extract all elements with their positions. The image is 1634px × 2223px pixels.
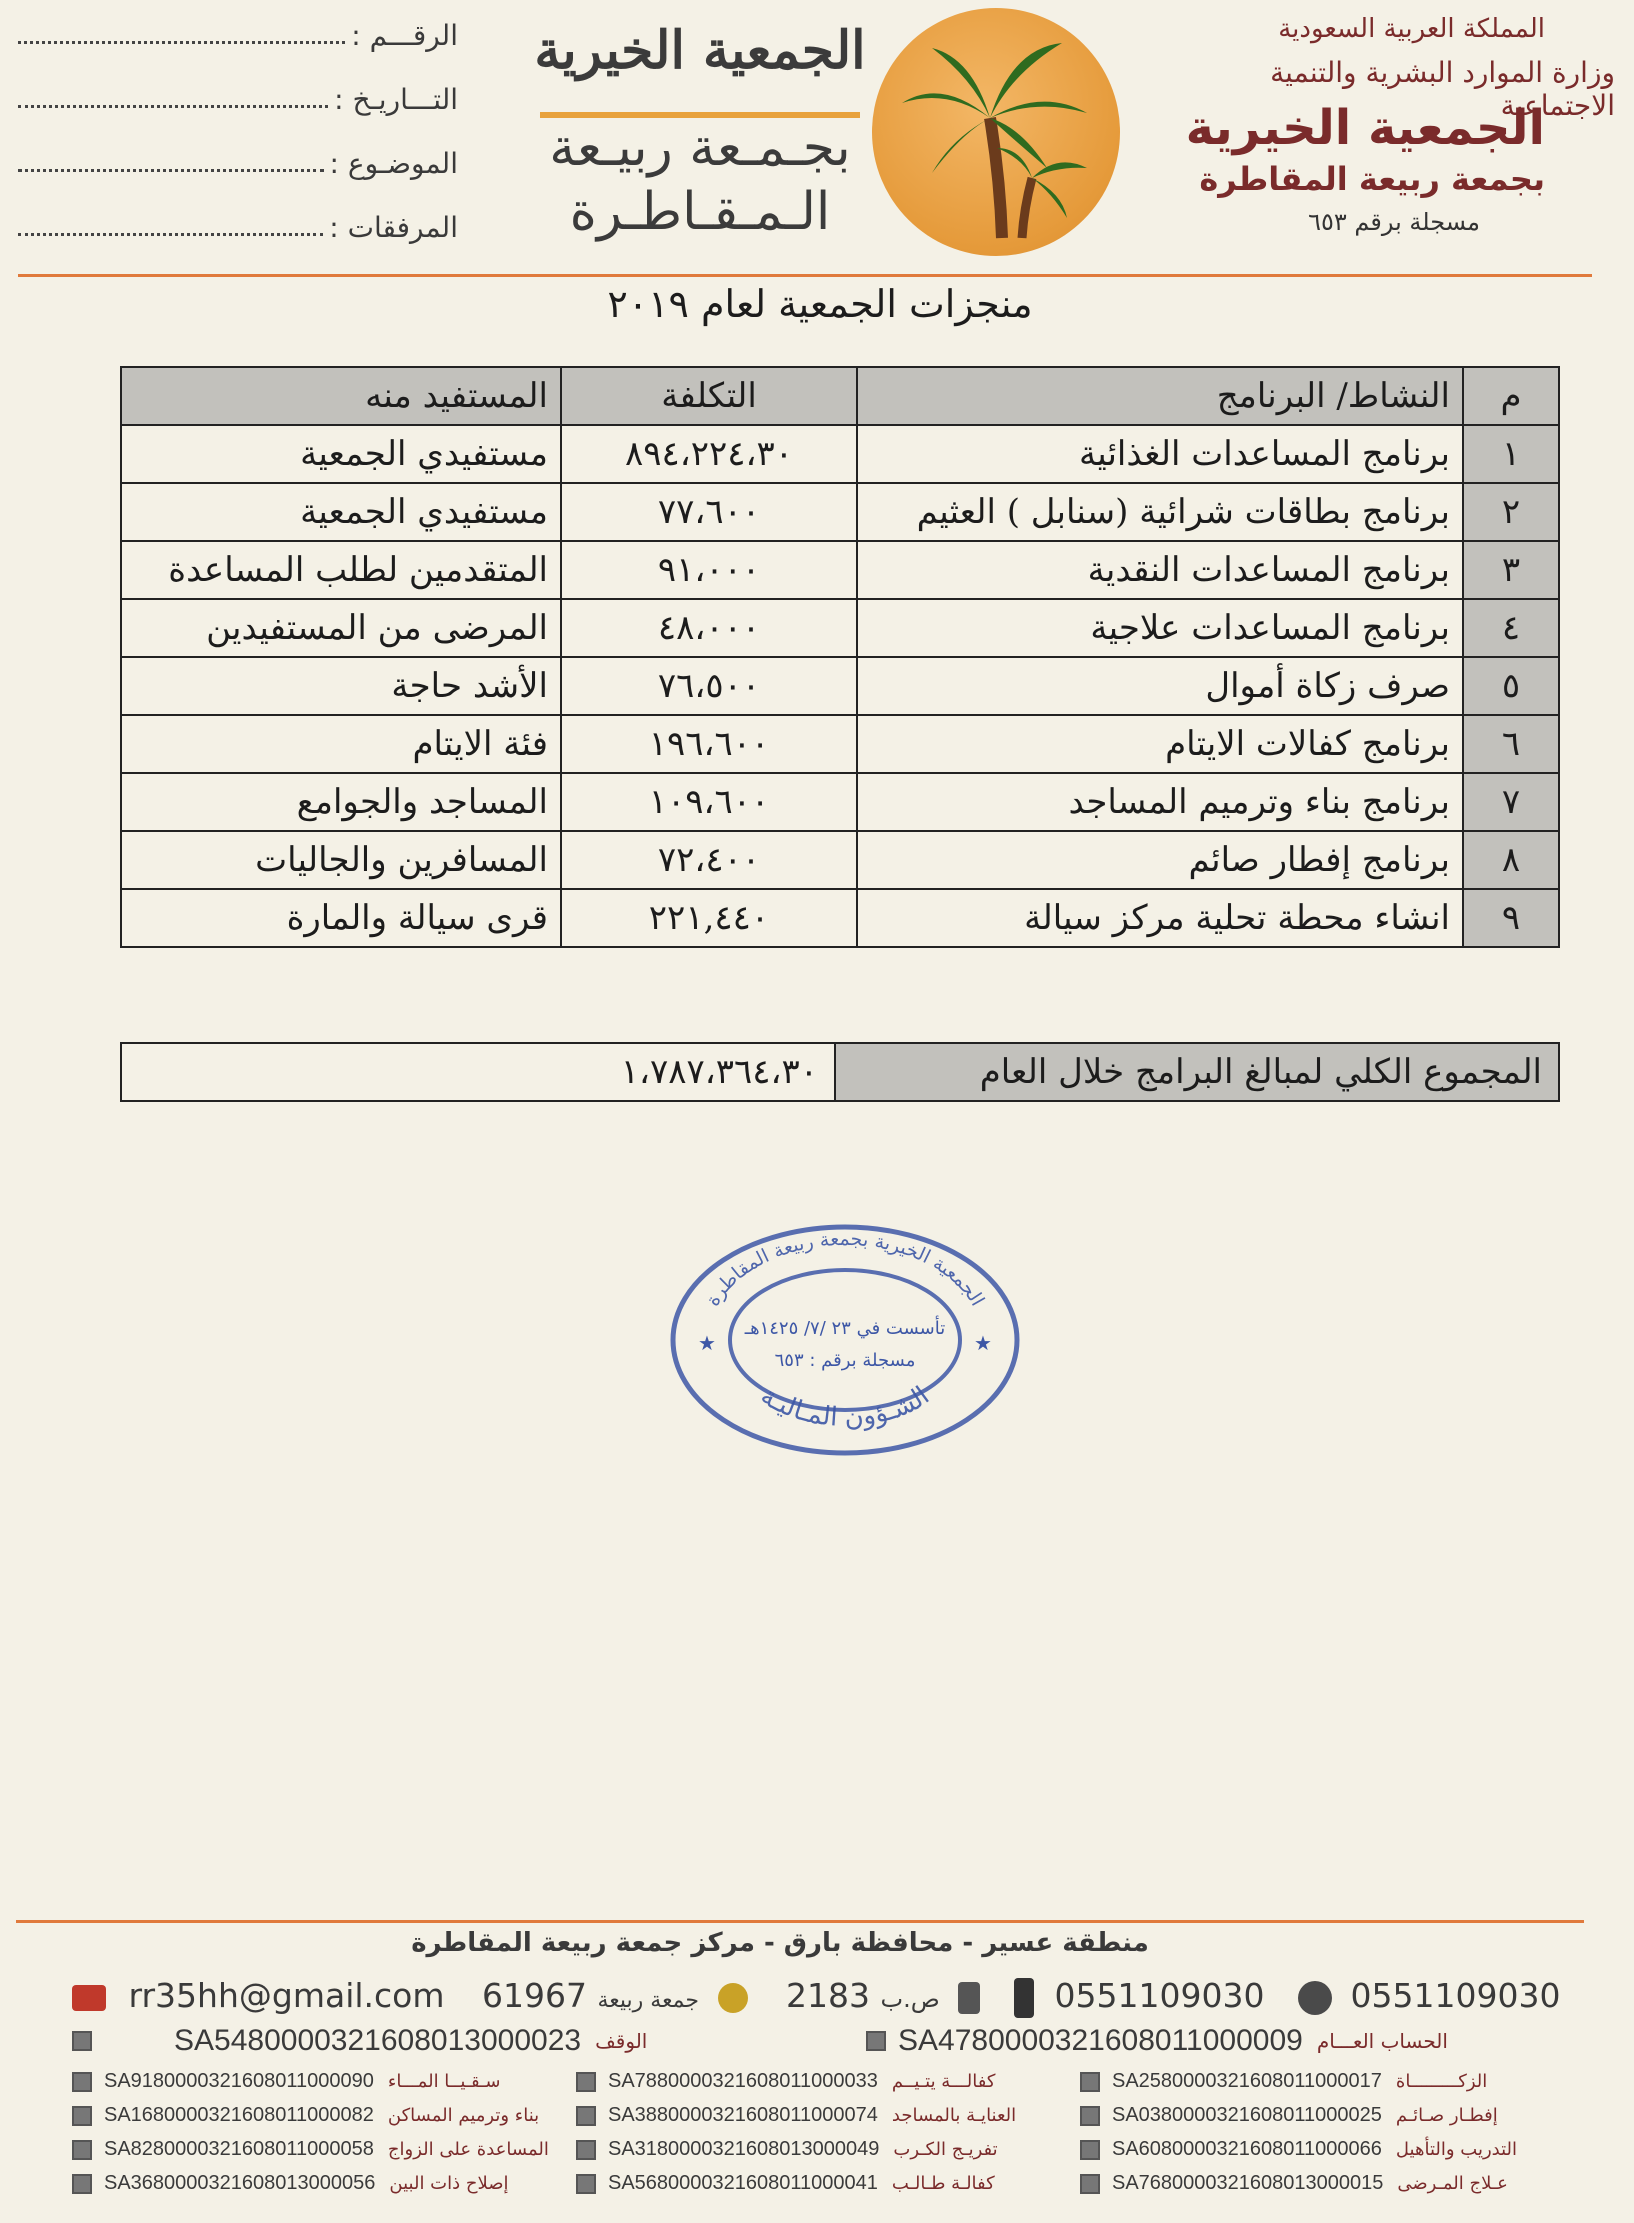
table-row <box>121 541 1559 599</box>
ref-number-line <box>18 41 345 44</box>
row-num: ٦ <box>1463 715 1559 773</box>
postal-label: جمعة ربيعة <box>597 1988 699 2013</box>
header-divider <box>18 274 1592 277</box>
row-num: ٩ <box>1463 889 1559 947</box>
ministry-org-line2: بجمعة ربيعة المقاطرة <box>1199 160 1545 198</box>
account-name: إصلاح ذات البين <box>389 2173 509 2194</box>
account-iban: SA7880000321608011000033 <box>608 2070 878 2092</box>
bank-icon <box>72 2031 92 2051</box>
row-num: ٨ <box>1463 831 1559 889</box>
palm-tree-icon <box>872 8 1120 256</box>
table-row <box>121 483 1559 541</box>
account-iban: SA3180000321608013000049 <box>608 2138 880 2160</box>
account-name: العنايـة بالمساجد <box>891 2105 1017 2126</box>
email-text: rr35hh@gmail.com <box>128 1976 445 2015</box>
account-name: كفالـــة يتـيــم <box>891 2071 996 2092</box>
stamp-registration: مسجلة برقم : ٦٥٣ <box>774 1350 916 1371</box>
account-iban: SA2580000321608011000017 <box>1112 2070 1382 2092</box>
account-waqf <box>72 2024 647 2058</box>
footer-divider <box>16 1920 1584 1923</box>
row-beneficiary: مستفيدي الجمعية <box>121 425 561 483</box>
row-num: ١ <box>1463 425 1559 483</box>
bank-icon <box>1080 2072 1100 2092</box>
account-iban: SA0380000321608011000025 <box>1112 2104 1382 2126</box>
email-contact <box>72 1976 445 2015</box>
ref-number-field <box>18 12 458 52</box>
row-cost: ١٩٦،٦٠٠ <box>561 715 857 773</box>
org-name-line1: الجمعية الخيرية <box>534 20 866 81</box>
row-beneficiary: المتقدمين لطلب المساعدة <box>121 541 561 599</box>
org-name-line2: بجـمـعة ربيـعة <box>549 118 851 178</box>
account-item <box>1080 2104 1498 2127</box>
row-num: ٧ <box>1463 773 1559 831</box>
account-name: التدريب والتأهيل <box>1395 2139 1518 2160</box>
mail-icon <box>72 1985 106 2011</box>
account-iban: SA3680000321608013000056 <box>104 2172 376 2194</box>
subject-line <box>18 169 324 172</box>
account-general <box>866 2024 1448 2058</box>
bank-icon <box>866 2031 886 2051</box>
account-item <box>72 2104 539 2127</box>
row-cost: ٨٩٤،٢٢٤،٣٠ <box>561 425 857 483</box>
row-cost: ٤٨،٠٠٠ <box>561 599 857 657</box>
account-name: بناء وترميم المساكن <box>387 2105 540 2126</box>
row-activity: برنامج المساعدات علاجية <box>857 599 1463 657</box>
table-row <box>121 599 1559 657</box>
table-row <box>121 657 1559 715</box>
stamp-star-icon: ★ <box>698 1331 716 1355</box>
date-label: التـــاريـخ : <box>334 83 458 116</box>
account-item <box>576 2070 995 2093</box>
ministry-registration: مسجلة برقم ٦٥٣ <box>1308 208 1480 236</box>
ministry-country: المملكة العربية السعودية <box>1278 14 1545 44</box>
account-name: إفطـار صـائـم <box>1395 2105 1498 2126</box>
whatsapp-icon <box>1298 1981 1332 2015</box>
total-row <box>121 1043 1559 1101</box>
account-item <box>1080 2070 1487 2093</box>
bank-icon <box>576 2106 596 2126</box>
row-beneficiary: مستفيدي الجمعية <box>121 483 561 541</box>
stamp-founded: تأسست في ٢٣ /٧/ ١٤٢٥هـ <box>744 1318 946 1339</box>
charity-logo <box>872 8 1120 256</box>
account-name: الوقف <box>595 2029 648 2053</box>
row-cost: ٧٧،٦٠٠ <box>561 483 857 541</box>
svg-text:الشـؤون المـاليـة <box>755 1381 935 1433</box>
whatsapp-contact <box>1298 1976 1560 2015</box>
account-iban: SA3880000321608011000074 <box>608 2104 878 2126</box>
account-item <box>1080 2138 1517 2161</box>
date-field <box>18 76 458 116</box>
row-beneficiary: المسافرين والجاليات <box>121 831 561 889</box>
row-num: ٣ <box>1463 541 1559 599</box>
row-cost: ٧٢،٤٠٠ <box>561 831 857 889</box>
stamp-outer-text: الجمعية الخيرية بجمعة ربيعة المقاطرة <box>701 1227 989 1310</box>
table-row <box>121 831 1559 889</box>
account-name: تفريـج الكـرب <box>893 2139 998 2160</box>
mobile-phone-icon <box>1014 1978 1034 2018</box>
po-box-contact <box>786 1976 980 2015</box>
row-beneficiary: المرضى من المستفيدين <box>121 599 561 657</box>
bank-icon <box>576 2140 596 2160</box>
account-iban: SA6080000321608011000066 <box>1112 2138 1382 2160</box>
row-beneficiary: قرى سيالة والمارة <box>121 889 561 947</box>
total-table <box>120 1042 1560 1102</box>
table-row <box>121 425 1559 483</box>
bank-icon <box>72 2072 92 2092</box>
po-box-label: ص.ب <box>880 1985 940 2013</box>
total-label: المجموع الكلي لمبالغ البرامج خلال العام <box>835 1043 1559 1101</box>
total-value: ١،٧٨٧،٣٦٤،٣٠ <box>121 1043 835 1101</box>
col-header-activity: النشاط/ البرنامج <box>857 367 1463 425</box>
stamp-department: الشـؤون المـاليـة <box>755 1380 935 1434</box>
row-cost: ٧٦،٥٠٠ <box>561 657 857 715</box>
account-iban: SA8280000321608011000058 <box>104 2138 374 2160</box>
account-item <box>72 2070 501 2093</box>
subject-label: الموضـوع : <box>329 147 458 180</box>
row-activity: برنامج كفالات الايتام <box>857 715 1463 773</box>
row-num: ٥ <box>1463 657 1559 715</box>
ref-number-label: الرقـــم : <box>351 19 458 52</box>
account-name: عـلاج المـرضى <box>1397 2173 1508 2194</box>
account-iban: SA5680000321608011000041 <box>608 2172 878 2194</box>
account-item <box>576 2104 1016 2127</box>
account-iban: SA4780000321608011000009 <box>898 2024 1303 2057</box>
account-name: الزكـــــــــاة <box>1395 2071 1488 2092</box>
page-title: منجزات الجمعية لعام ٢٠١٩ <box>607 282 1033 326</box>
attachments-label: المرفقات : <box>329 211 458 244</box>
mailbox-icon <box>958 1982 980 2014</box>
row-activity: برنامج المساعدات الغذائية <box>857 425 1463 483</box>
account-item <box>72 2172 509 2195</box>
bank-icon <box>576 2174 596 2194</box>
account-iban: SA1680000321608011000082 <box>104 2104 374 2126</box>
row-cost: ٢٢١,٤٤٠ <box>561 889 857 947</box>
attachments-line <box>18 233 323 236</box>
attachments-field <box>18 204 458 244</box>
location-icon <box>718 1983 748 2013</box>
phone-number: 0551109030 <box>1054 1976 1265 2015</box>
phone-contact <box>1014 1976 1264 2018</box>
table-row <box>121 889 1559 947</box>
account-item <box>1080 2172 1508 2195</box>
table-row <box>121 715 1559 773</box>
col-header-cost: التكلفة <box>561 367 857 425</box>
account-item <box>72 2138 549 2161</box>
row-activity: برنامج إفطار صائم <box>857 831 1463 889</box>
stamp-star-icon: ★ <box>974 1331 992 1355</box>
programs-table <box>120 366 1560 948</box>
row-num: ٤ <box>1463 599 1559 657</box>
postal-code: 61967 <box>482 1976 587 2015</box>
account-iban: SA5480000321608013000023 <box>174 2024 582 2057</box>
account-iban: SA9180000321608011000090 <box>104 2070 374 2092</box>
bank-icon <box>1080 2106 1100 2126</box>
account-item <box>576 2138 998 2161</box>
row-cost: ٩١،٠٠٠ <box>561 541 857 599</box>
ministry-name: وزارة الموارد البشرية والتنمية الاجتماعية <box>1270 56 1615 122</box>
po-box-number: 2183 <box>786 1976 870 2015</box>
account-iban: SA7680000321608013000015 <box>1112 2172 1384 2194</box>
row-activity: انشاء محطة تحلية مركز سيالة <box>857 889 1463 947</box>
row-num: ٢ <box>1463 483 1559 541</box>
date-line <box>18 105 328 108</box>
row-beneficiary: الأشد حاجة <box>121 657 561 715</box>
bank-icon <box>72 2140 92 2160</box>
account-item <box>576 2172 995 2195</box>
table-row <box>121 773 1559 831</box>
row-activity: برنامج بناء وترميم المساجد <box>857 773 1463 831</box>
bank-icon <box>1080 2140 1100 2160</box>
account-name: الحساب العـــام <box>1316 2029 1448 2053</box>
row-beneficiary: المساجد والجوامع <box>121 773 561 831</box>
row-activity: صرف زكاة أموال <box>857 657 1463 715</box>
bank-icon <box>72 2106 92 2126</box>
col-header-num: م <box>1463 367 1559 425</box>
account-name: كفالـة طـالـب <box>891 2173 995 2194</box>
postal-contact <box>482 1976 748 2015</box>
table-header-row <box>121 367 1559 425</box>
subject-field <box>18 140 458 180</box>
bank-icon <box>1080 2174 1100 2194</box>
account-name: المساعدة على الزواج <box>387 2139 549 2160</box>
footer-address: منطقة عسير - محافظة بارق - مركز جمعة ربيعة المقاطرة <box>411 1928 1149 1958</box>
row-activity: برنامج المساعدات النقدية <box>857 541 1463 599</box>
bank-icon <box>576 2072 596 2092</box>
bank-icon <box>72 2174 92 2194</box>
col-header-beneficiary: المستفيد منه <box>121 367 561 425</box>
official-stamp <box>668 1222 1022 1458</box>
whatsapp-number: 0551109030 <box>1350 1976 1561 2015</box>
ministry-org-line1: الجمعية الخيرية <box>1185 100 1545 156</box>
account-name: سـقـيــا المـــاء <box>387 2071 501 2092</box>
org-name-line3: الـمـقـاطـرة <box>569 182 831 242</box>
row-cost: ١٠٩،٦٠٠ <box>561 773 857 831</box>
row-beneficiary: فئة الايتام <box>121 715 561 773</box>
row-activity: برنامج بطاقات شرائية (سنابل ) العثيم <box>857 483 1463 541</box>
